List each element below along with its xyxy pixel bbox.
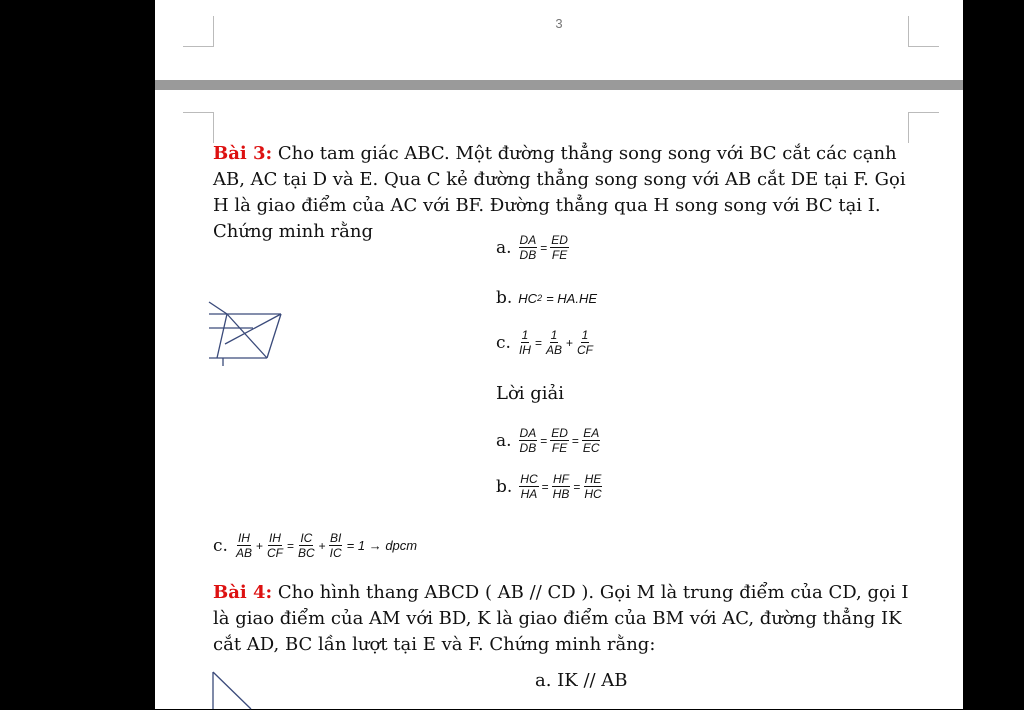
fraction: $\frac{ED}{FE}$ [551,233,568,262]
trapezoid-diagram-fragment [211,670,261,710]
fraction: $\frac{IH}{CF}$ [266,531,283,560]
math-term: HC [518,290,538,306]
fraction: $\frac{IC}{BC}$ [297,531,315,560]
page-number: 3 [555,16,563,31]
operator: = [571,433,579,448]
fraction: $\frac{1}{AB}$ [545,328,562,357]
fraction: $\frac{1}{CF}$ [576,328,593,357]
page-top-fragment [155,0,963,80]
fraction: $\frac{HC}{HA}$ [520,472,538,501]
item-label: c. [213,535,228,556]
math-term: = 1 → dpcm [346,538,418,553]
exponent: 2 [537,293,543,303]
page-separator [155,80,963,90]
operator: + [318,538,326,553]
fraction: $\frac{HE}{HC}$ [584,472,602,501]
bai4-item-a: a. IK // AB [535,670,628,691]
bai3-item-c [496,328,595,357]
operator: = [573,479,581,494]
bai3-paragraph [213,141,913,245]
margin-corner-top-left [183,16,214,47]
item-label: b. [496,288,513,308]
fraction: $\frac{DA}{DB}$ [519,426,537,455]
bai3-text: Cho tam giác ABC. Một đường thẳng song song với BC cắt các cạnh AB, AC tại D và E. Qua C kẻ đường thẳng song song với AB cắt DE tại F. Gọi H là giao điểm của AC với BF. Đường thẳng qua H song song với BC tại I. Chứng minh rằng [213,143,906,242]
bai3-title: Bài 3: [213,143,273,164]
bai3-item-b [496,288,597,308]
bai4-title: Bài 4: [213,582,273,603]
fraction: $\frac{IH}{AB}$ [235,531,252,560]
margin-corner-bottom-left [183,112,214,143]
operator: = [540,240,548,255]
operator: = [286,538,294,553]
item-label: a. [496,430,512,451]
fraction: $\frac{1}{IH}$ [518,328,531,357]
page-main [155,90,963,709]
bai4-text: Cho hình thang ABCD ( AB // CD ). Gọi M là trung điểm của CD, gọi I là giao điểm của AM với BD, K là giao điểm của BM với AC, đường thẳng IK cắt AD, BC lần lượt tại E và F. Chứng minh rằng: [213,582,909,655]
margin-corner-bottom-right [908,112,939,143]
solution-heading: Lời giải [496,383,565,404]
operator: = [541,479,549,494]
bai3-item-a [496,233,570,262]
fraction: $\frac{BI}{IC}$ [329,531,342,560]
item-label: a. [496,237,512,258]
operator: + [565,335,573,350]
fraction: $\frac{ED}{FE}$ [551,426,568,455]
solution-item-c [213,531,417,560]
fraction: $\frac{HF}{HB}$ [552,472,570,501]
item-label: c. [496,332,511,353]
solution-item-a [496,426,602,455]
bai4-paragraph [213,580,913,658]
triangle-diagram [207,300,297,370]
operator: = [534,335,542,350]
item-label: b. [496,476,513,497]
margin-corner-top-right [908,16,939,47]
fraction: $\frac{DA}{DB}$ [519,233,537,262]
math-term: = HA.HE [546,290,598,306]
operator: + [255,538,263,553]
operator: = [540,433,548,448]
solution-item-b [496,472,604,501]
fraction: $\frac{EA}{EC}$ [582,426,600,455]
